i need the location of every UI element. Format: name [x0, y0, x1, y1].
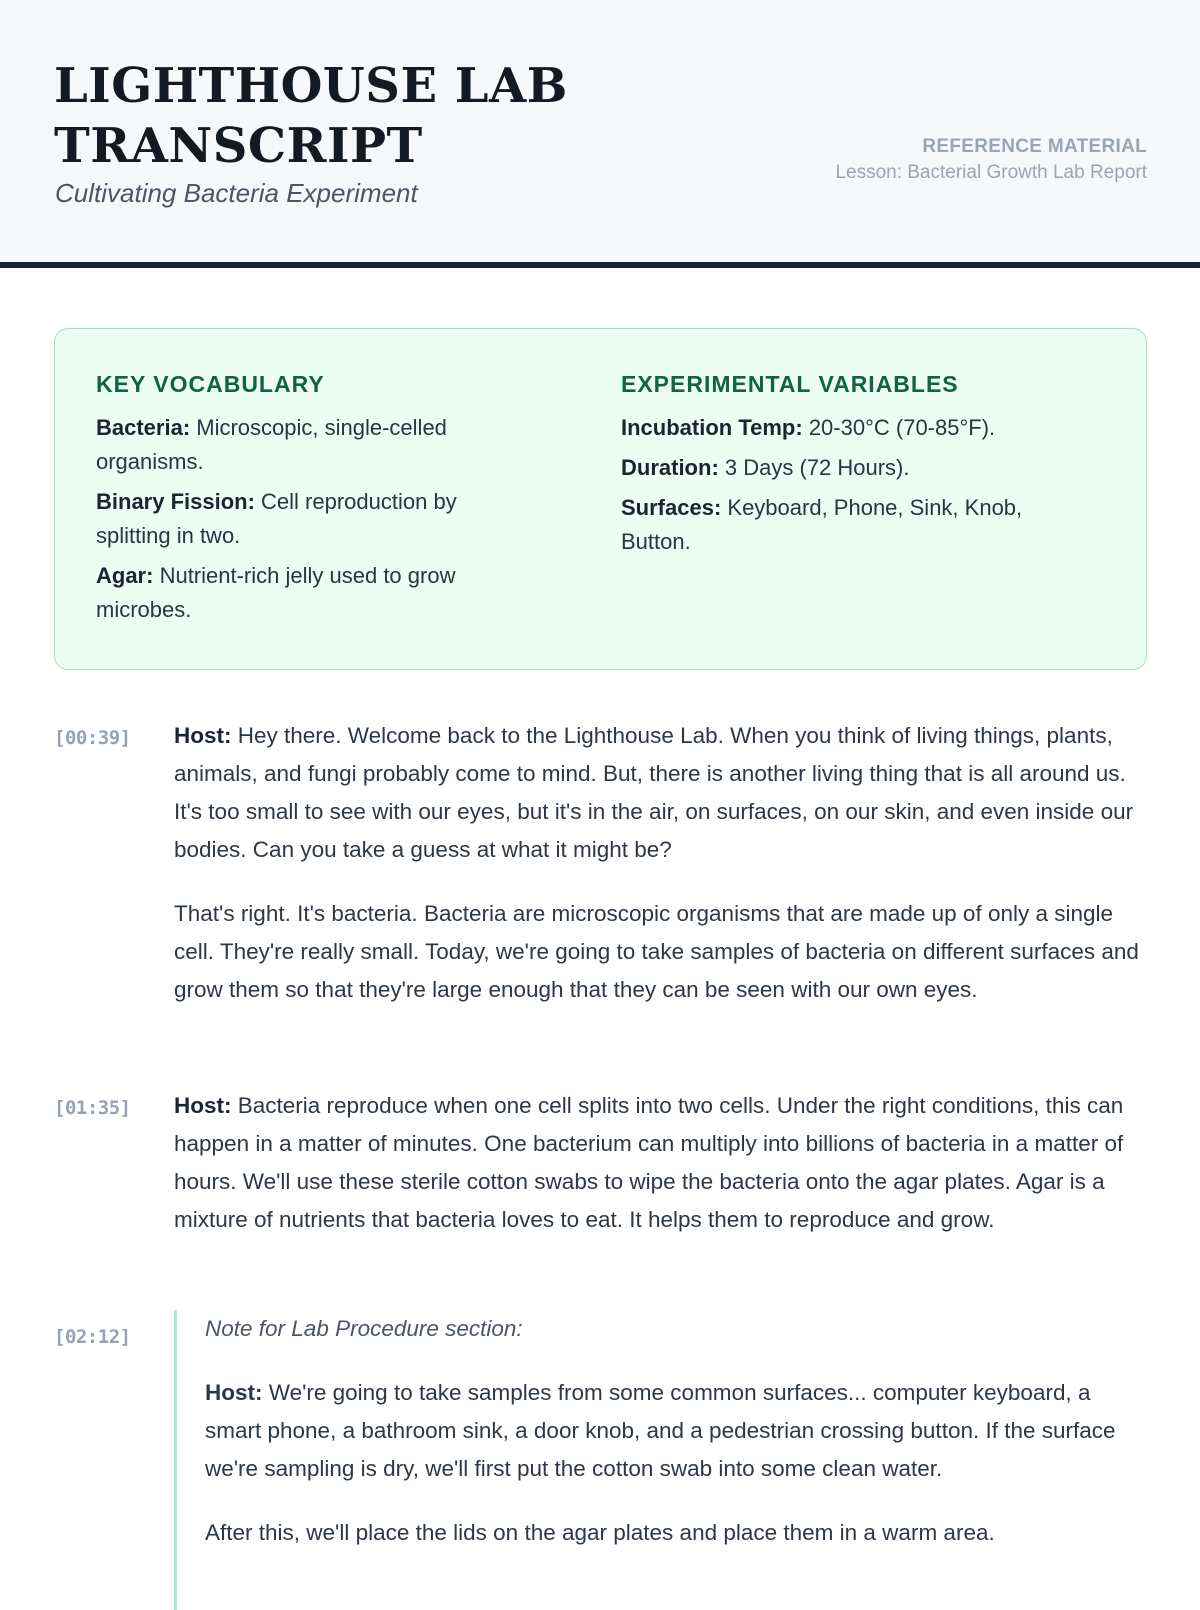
paragraph-text: Bacteria reproduce when one cell splits into two cells. Under the right conditions, this can happen in a matter of minutes. One bacterium can multiply into billions of bacteria in a matter of hours. We'll use these sterile cotton swabs to wipe the bacteria onto the agar plates. Agar is a mixture of nutrients that bacteria loves to eat. It helps them to reproduce and grow.	[174, 1093, 1124, 1232]
speaker-label: Host:	[174, 1093, 232, 1118]
vocabulary-heading: KEY VOCABULARY	[96, 371, 325, 397]
variable-term: Surfaces:	[621, 495, 722, 520]
vocab-term: Bacteria:	[96, 415, 191, 440]
variable-value: Keyboard, Phone, Sink, Knob, Button.	[621, 495, 1023, 554]
speaker-label: Host:	[174, 723, 232, 748]
transcript-paragraph	[174, 1087, 1149, 1239]
segment-body	[174, 1087, 1149, 1265]
reference-label: REFERENCE MATERIAL	[922, 136, 1147, 157]
timestamp: [00:39]	[54, 727, 131, 749]
title-line-1: LIGHTHOUSE LAB	[54, 58, 568, 114]
variable-item	[621, 491, 1091, 559]
vocab-term: Agar:	[96, 563, 154, 588]
document-header	[0, 0, 1200, 268]
variable-term: Duration:	[621, 455, 719, 480]
transcript-paragraph: After this, we'll place the lids on the agar plates and place them in a warm area.	[205, 1520, 995, 1545]
vocab-item	[96, 559, 516, 627]
reference-info	[827, 134, 1147, 186]
vocab-definition: Microscopic, single-celled organisms.	[96, 415, 447, 474]
speaker-label: Host:	[205, 1380, 263, 1405]
document-title	[54, 56, 614, 176]
variable-item	[621, 451, 1091, 485]
vocab-item	[96, 411, 516, 479]
variable-term: Incubation Temp:	[621, 415, 803, 440]
timestamp: [02:12]	[54, 1326, 131, 1348]
vocab-definition: Nutrient-rich jelly used to grow microbes.	[96, 563, 456, 622]
timestamp: [01:35]	[54, 1097, 131, 1119]
title-line-2: TRANSCRIPT	[54, 118, 423, 174]
variables-column	[621, 371, 1091, 565]
transcript-paragraph	[205, 1374, 1149, 1488]
paragraph-text: We're going to take samples from some common surfaces... computer keyboard, a smart phone, a bathroom sink, a door knob, and a pedestrian crossing button.	[205, 1380, 1091, 1443]
document-subtitle: Cultivating Bacteria Experiment	[55, 178, 418, 208]
transcript-paragraph	[174, 717, 1149, 869]
vocabulary-panel	[54, 328, 1147, 670]
vocab-item	[96, 485, 516, 553]
vocab-definition: Cell reproduction by splitting in two.	[96, 489, 457, 548]
variable-value: 3 Days (72 Hours).	[718, 455, 910, 480]
vocabulary-column	[96, 371, 516, 633]
vocab-term: Binary Fission:	[96, 489, 255, 514]
emphasis-text: If the surface we're sampling is dry, we'll first put the cotton swab into some clean water.	[205, 1418, 1116, 1481]
segment-body	[174, 717, 1149, 1035]
transcript-paragraph: That's right. It's bacteria. Bacteria are microscopic organisms that are made up of only a single cell. They're really small. Today, we're going to take samples of bacteria on different surfaces and grow them so that they're large enough that they can be seen with our own eyes.	[174, 901, 1139, 1002]
variables-heading: EXPERIMENTAL VARIABLES	[621, 371, 959, 397]
reference-lesson: Lesson: Bacterial Growth Lab Report	[835, 162, 1147, 183]
variable-item	[621, 411, 1091, 445]
variable-value: 20-30°C (70-85°F).	[802, 415, 996, 440]
note-title: Note for Lab Procedure section:	[205, 1316, 523, 1341]
procedure-note	[174, 1310, 1149, 1610]
paragraph-text: Hey there. Welcome back to the Lighthouse Lab. When you think of living things, plants, animals, and fungi probably come to mind. But, there is another living thing that is all around us. It's too small to see with our eyes, but it's in the air, on surfaces, on our skin, and even inside our bodies. Can you take a guess at what it might be?	[174, 723, 1134, 862]
